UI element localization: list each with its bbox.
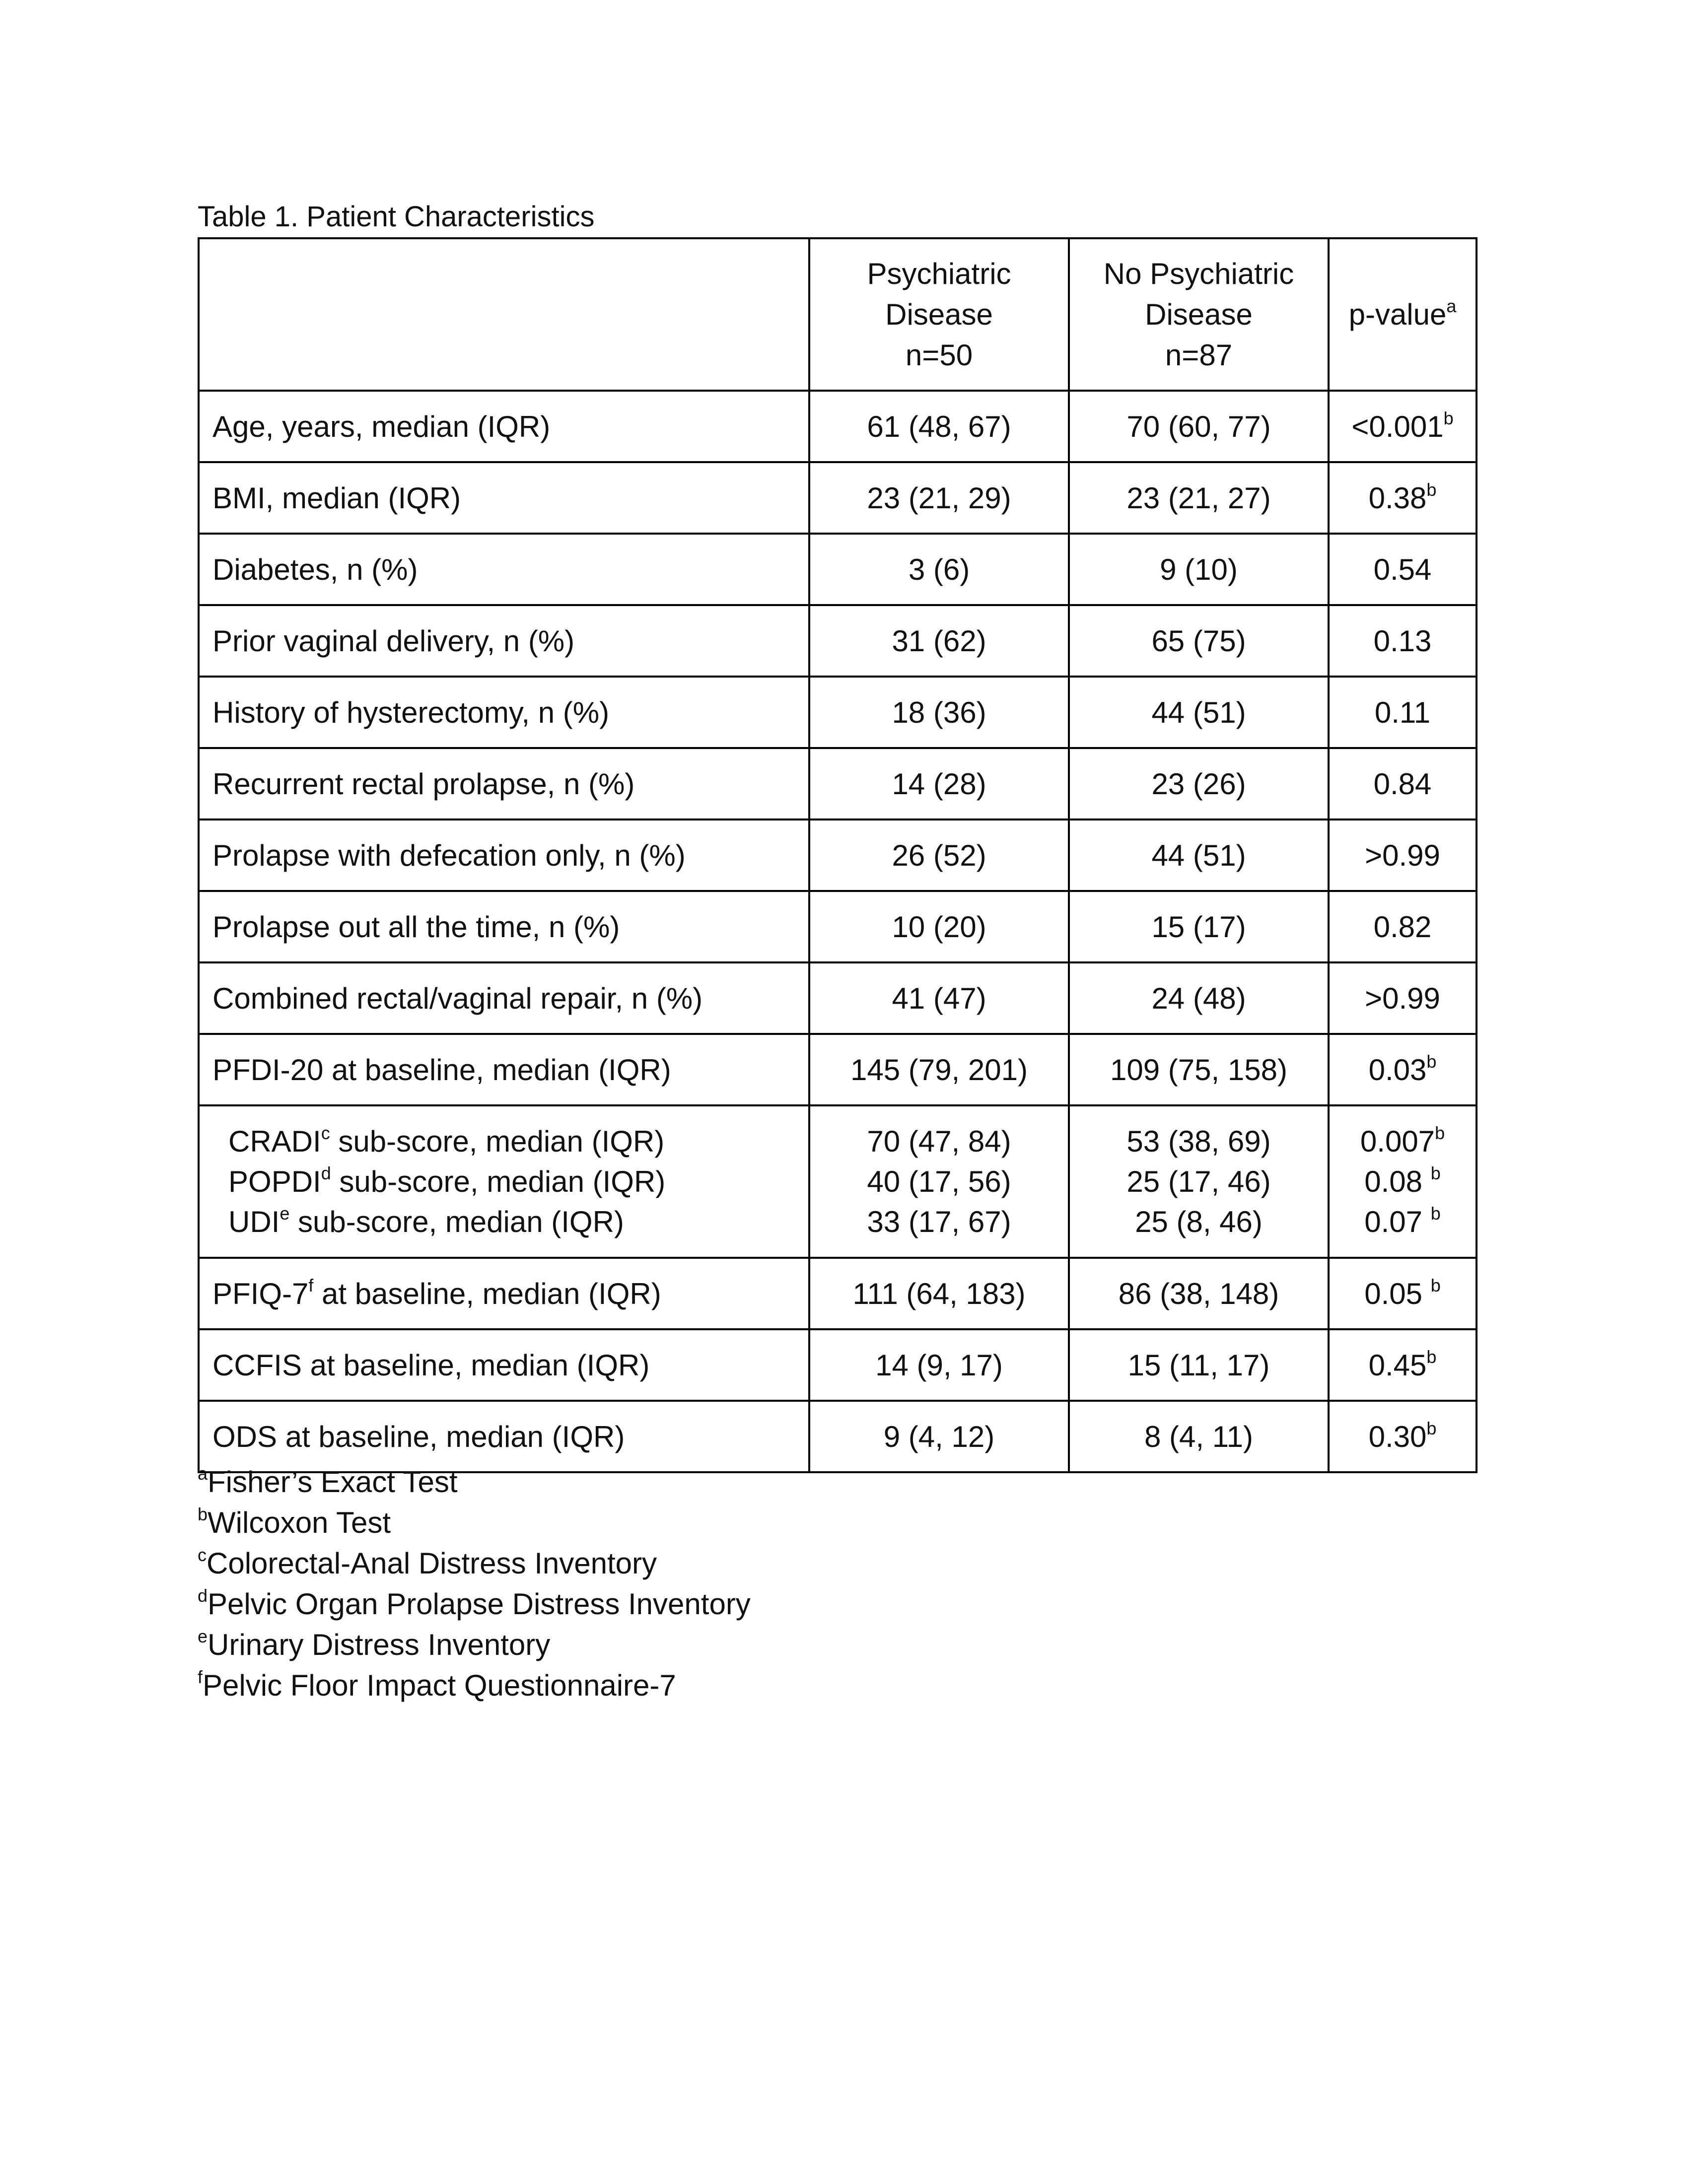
subscore-desc: sub-score, median (IQR) <box>331 1165 666 1198</box>
footnote-marker: d <box>321 1162 331 1183</box>
no-psychiatric-value-text: 23 (26) <box>1151 767 1246 801</box>
table-row <box>199 605 1477 677</box>
p-value <box>1329 962 1477 1034</box>
footnote-marker: e <box>198 1626 208 1646</box>
p-value <box>1329 1034 1477 1105</box>
row-label: Recurrent rectal prolapse, n (%) <box>199 748 809 819</box>
footnote-marker: b <box>1443 408 1454 428</box>
footnote-text: Pelvic Floor Impact Questionnaire-7 <box>203 1669 676 1702</box>
subscore-label <box>228 1161 808 1202</box>
psychiatric-value-text: 18 (36) <box>892 695 986 729</box>
footnote-marker: b <box>1426 1418 1437 1438</box>
row-label-main: CCFIS at baseline, median (IQR) <box>212 1348 650 1382</box>
header-empty-cell <box>199 238 809 391</box>
psychiatric-value: 33 (17, 67) <box>867 1205 1011 1238</box>
no-psychiatric-value <box>1069 1401 1329 1472</box>
footnote <box>198 1462 751 1502</box>
table-row <box>199 677 1477 748</box>
header-line: n=50 <box>905 338 973 372</box>
footnote-marker: c <box>321 1122 330 1143</box>
p-value-text: 0.03 <box>1368 1053 1427 1087</box>
no-psychiatric-value: 25 (17, 46) <box>1126 1165 1271 1198</box>
p-value-text: 0.82 <box>1373 910 1432 944</box>
no-psychiatric-value-text: 9 (10) <box>1160 552 1238 586</box>
no-psychiatric-value <box>1069 1258 1329 1329</box>
footnotes <box>198 1462 751 1706</box>
header-line: n=87 <box>1165 338 1233 372</box>
p-value-text: >0.99 <box>1365 838 1440 872</box>
psychiatric-value-text: 111 (64, 183) <box>852 1277 1026 1310</box>
table-row <box>199 534 1477 605</box>
no-psychiatric-value-text: 44 (51) <box>1151 695 1246 729</box>
psychiatric-value <box>809 677 1069 748</box>
header-psychiatric-disease <box>809 238 1069 391</box>
psychiatric-value <box>809 1401 1069 1472</box>
patient-characteristics-table <box>198 237 1477 1473</box>
no-psychiatric-value <box>1069 1034 1329 1105</box>
psychiatric-value-text: 14 (9, 17) <box>875 1348 1003 1382</box>
no-psychiatric-value-text: 44 (51) <box>1151 838 1246 872</box>
table-title: Table 1. Patient Characteristics <box>198 201 595 233</box>
row-label <box>199 1329 809 1401</box>
footnote-marker: b <box>1426 1346 1437 1367</box>
header-line: Disease <box>885 297 993 331</box>
footnote-text: Urinary Distress Inventory <box>208 1628 551 1661</box>
subscore-desc: sub-score, median (IQR) <box>289 1205 624 1238</box>
row-label: PFDI-20 at baseline, median (IQR) <box>199 1034 809 1105</box>
no-psychiatric-value <box>1069 819 1329 891</box>
table-row <box>199 1034 1477 1105</box>
psychiatric-value <box>809 748 1069 819</box>
no-psychiatric-value-text: 70 (60, 77) <box>1126 410 1271 443</box>
p-value <box>1329 677 1477 748</box>
footnote-marker: f <box>198 1666 203 1687</box>
subscore-label <box>228 1202 808 1242</box>
psychiatric-value-text: 145 (79, 201) <box>850 1053 1028 1087</box>
no-psychiatric-value <box>1069 677 1329 748</box>
footnote-marker: b <box>1430 1275 1441 1296</box>
psychiatric-value <box>809 1329 1069 1401</box>
table-row <box>199 891 1477 962</box>
footnote-marker: b <box>1430 1162 1441 1183</box>
psychiatric-value <box>809 962 1069 1034</box>
footnote-text: Colorectal-Anal Distress Inventory <box>207 1547 657 1580</box>
table-row <box>199 462 1477 534</box>
p-value-text: 0.08 <box>1364 1165 1431 1198</box>
psychiatric-value-text: 61 (48, 67) <box>867 410 1011 443</box>
p-value <box>1329 891 1477 962</box>
row-label <box>199 1258 809 1329</box>
psychiatric-value <box>809 605 1069 677</box>
psychiatric-value <box>809 391 1069 462</box>
header-no-psychiatric-disease <box>1069 238 1329 391</box>
footnote-marker: a <box>1446 295 1457 316</box>
subscore-label <box>228 1121 808 1161</box>
p-value <box>1329 1401 1477 1472</box>
p-value-text: 0.13 <box>1373 624 1432 658</box>
psychiatric-value: 40 (17, 56) <box>867 1165 1011 1198</box>
footnote-text: Fisher’s Exact Test <box>208 1465 458 1499</box>
p-value <box>1329 534 1477 605</box>
no-psychiatric-value <box>1069 891 1329 962</box>
psychiatric-value-text: 41 (47) <box>892 981 986 1015</box>
row-label-main: PFIQ-7 <box>212 1277 309 1310</box>
psychiatric-value <box>809 1258 1069 1329</box>
psychiatric-value: 70 (47, 84) <box>867 1125 1011 1158</box>
subscore-psychiatric-values <box>809 1105 1069 1258</box>
header-p-value <box>1329 238 1477 391</box>
footnote-marker: b <box>1426 479 1437 500</box>
no-psychiatric-value-text: 23 (21, 27) <box>1126 481 1271 515</box>
table-row <box>199 748 1477 819</box>
no-psychiatric-value <box>1069 605 1329 677</box>
p-value <box>1329 1258 1477 1329</box>
p-value <box>1330 1161 1476 1202</box>
p-value-text: >0.99 <box>1365 981 1440 1015</box>
subscore-no-psychiatric-values <box>1069 1105 1329 1258</box>
p-value-text: 0.05 <box>1364 1277 1431 1310</box>
row-label-main: ODS at baseline, median (IQR) <box>212 1420 625 1453</box>
psychiatric-value-text: 26 (52) <box>892 838 986 872</box>
no-psychiatric-value <box>1069 962 1329 1034</box>
p-value-text: 0.38 <box>1368 481 1427 515</box>
psychiatric-value <box>809 819 1069 891</box>
no-psychiatric-value <box>1069 534 1329 605</box>
footnote-marker: c <box>198 1544 207 1565</box>
subscore-abbr: CRADI <box>228 1125 321 1158</box>
p-value-text: 0.54 <box>1373 552 1432 586</box>
subscore-desc: sub-score, median (IQR) <box>330 1125 665 1158</box>
footnote-marker: b <box>1435 1122 1445 1143</box>
row-label: Age, years, median (IQR) <box>199 391 809 462</box>
psychiatric-value-text: 9 (4, 12) <box>883 1420 995 1453</box>
footnote <box>198 1584 751 1625</box>
p-value <box>1330 1202 1476 1242</box>
p-value <box>1329 605 1477 677</box>
footnote-marker: e <box>280 1203 290 1224</box>
no-psychiatric-value-text: 8 (4, 11) <box>1144 1420 1253 1453</box>
no-psychiatric-value-text: 24 (48) <box>1151 981 1246 1015</box>
no-psychiatric-value-text: 15 (17) <box>1151 910 1246 944</box>
psychiatric-value <box>809 462 1069 534</box>
no-psychiatric-value <box>1069 391 1329 462</box>
footnote <box>198 1625 751 1665</box>
subscore-labels <box>199 1105 809 1258</box>
row-label: Prolapse with defecation only, n (%) <box>199 819 809 891</box>
psychiatric-value-text: 3 (6) <box>908 552 970 586</box>
row-label: History of hysterectomy, n (%) <box>199 677 809 748</box>
header-row <box>199 238 1477 391</box>
row-label-rest: at baseline, median (IQR) <box>313 1277 661 1310</box>
p-value <box>1330 1121 1476 1161</box>
footnote-text: Pelvic Organ Prolapse Distress Inventory <box>208 1587 751 1621</box>
no-psychiatric-value-text: 86 (38, 148) <box>1118 1277 1279 1310</box>
header-line: No Psychiatric <box>1103 257 1294 290</box>
table-row <box>199 1258 1477 1329</box>
p-value <box>1329 1329 1477 1401</box>
p-value-text: 0.11 <box>1374 695 1431 729</box>
psychiatric-value-text: 23 (21, 29) <box>867 481 1011 515</box>
p-value-text: 0.45 <box>1368 1348 1427 1382</box>
no-psychiatric-value <box>1069 1329 1329 1401</box>
no-psychiatric-value <box>1069 462 1329 534</box>
footnote-marker: a <box>198 1463 208 1484</box>
psychiatric-value-text: 10 (20) <box>892 910 986 944</box>
psychiatric-value-text: 14 (28) <box>892 767 986 801</box>
p-value-text: <0.001 <box>1351 410 1444 443</box>
p-value <box>1329 462 1477 534</box>
no-psychiatric-value: 25 (8, 46) <box>1135 1205 1263 1238</box>
table-row <box>199 962 1477 1034</box>
footnote <box>198 1543 751 1584</box>
subscore-p-values <box>1329 1105 1477 1258</box>
no-psychiatric-value-text: 15 (11, 17) <box>1127 1348 1270 1382</box>
footnote-text: Wilcoxon Test <box>208 1506 391 1539</box>
footnote-marker: b <box>1426 1051 1437 1072</box>
subscore-row <box>199 1105 1477 1258</box>
subscore-abbr: POPDI <box>228 1165 321 1198</box>
footnote-marker: d <box>198 1585 208 1606</box>
table-row <box>199 819 1477 891</box>
no-psychiatric-value-text: 109 (75, 158) <box>1110 1053 1287 1087</box>
p-value-text: 0.84 <box>1373 767 1432 801</box>
footnote-marker: b <box>1430 1203 1441 1224</box>
p-value <box>1329 391 1477 462</box>
row-label: Combined rectal/vaginal repair, n (%) <box>199 962 809 1034</box>
psychiatric-value <box>809 1034 1069 1105</box>
no-psychiatric-value <box>1069 748 1329 819</box>
header-p-value-text: p-value <box>1348 298 1447 331</box>
header-line: Disease <box>1145 297 1253 331</box>
psychiatric-value-text: 31 (62) <box>892 624 986 658</box>
p-value-text: 0.30 <box>1368 1420 1427 1453</box>
footnote <box>198 1502 751 1543</box>
footnote-marker: f <box>308 1275 314 1296</box>
row-label: Prior vaginal delivery, n (%) <box>199 605 809 677</box>
subscore-abbr: UDI <box>228 1205 280 1238</box>
p-value-text: 0.07 <box>1364 1205 1431 1238</box>
no-psychiatric-value-text: 65 (75) <box>1151 624 1246 658</box>
footnote-marker: b <box>198 1503 208 1524</box>
header-line: Psychiatric <box>867 257 1011 290</box>
p-value <box>1329 819 1477 891</box>
row-label: BMI, median (IQR) <box>199 462 809 534</box>
p-value-text: 0.007 <box>1360 1125 1435 1158</box>
psychiatric-value <box>809 534 1069 605</box>
table-row <box>199 1329 1477 1401</box>
footnote <box>198 1665 751 1706</box>
psychiatric-value <box>809 891 1069 962</box>
p-value <box>1329 748 1477 819</box>
table-row <box>199 391 1477 462</box>
no-psychiatric-value: 53 (38, 69) <box>1126 1125 1271 1158</box>
row-label: Diabetes, n (%) <box>199 534 809 605</box>
row-label: Prolapse out all the time, n (%) <box>199 891 809 962</box>
